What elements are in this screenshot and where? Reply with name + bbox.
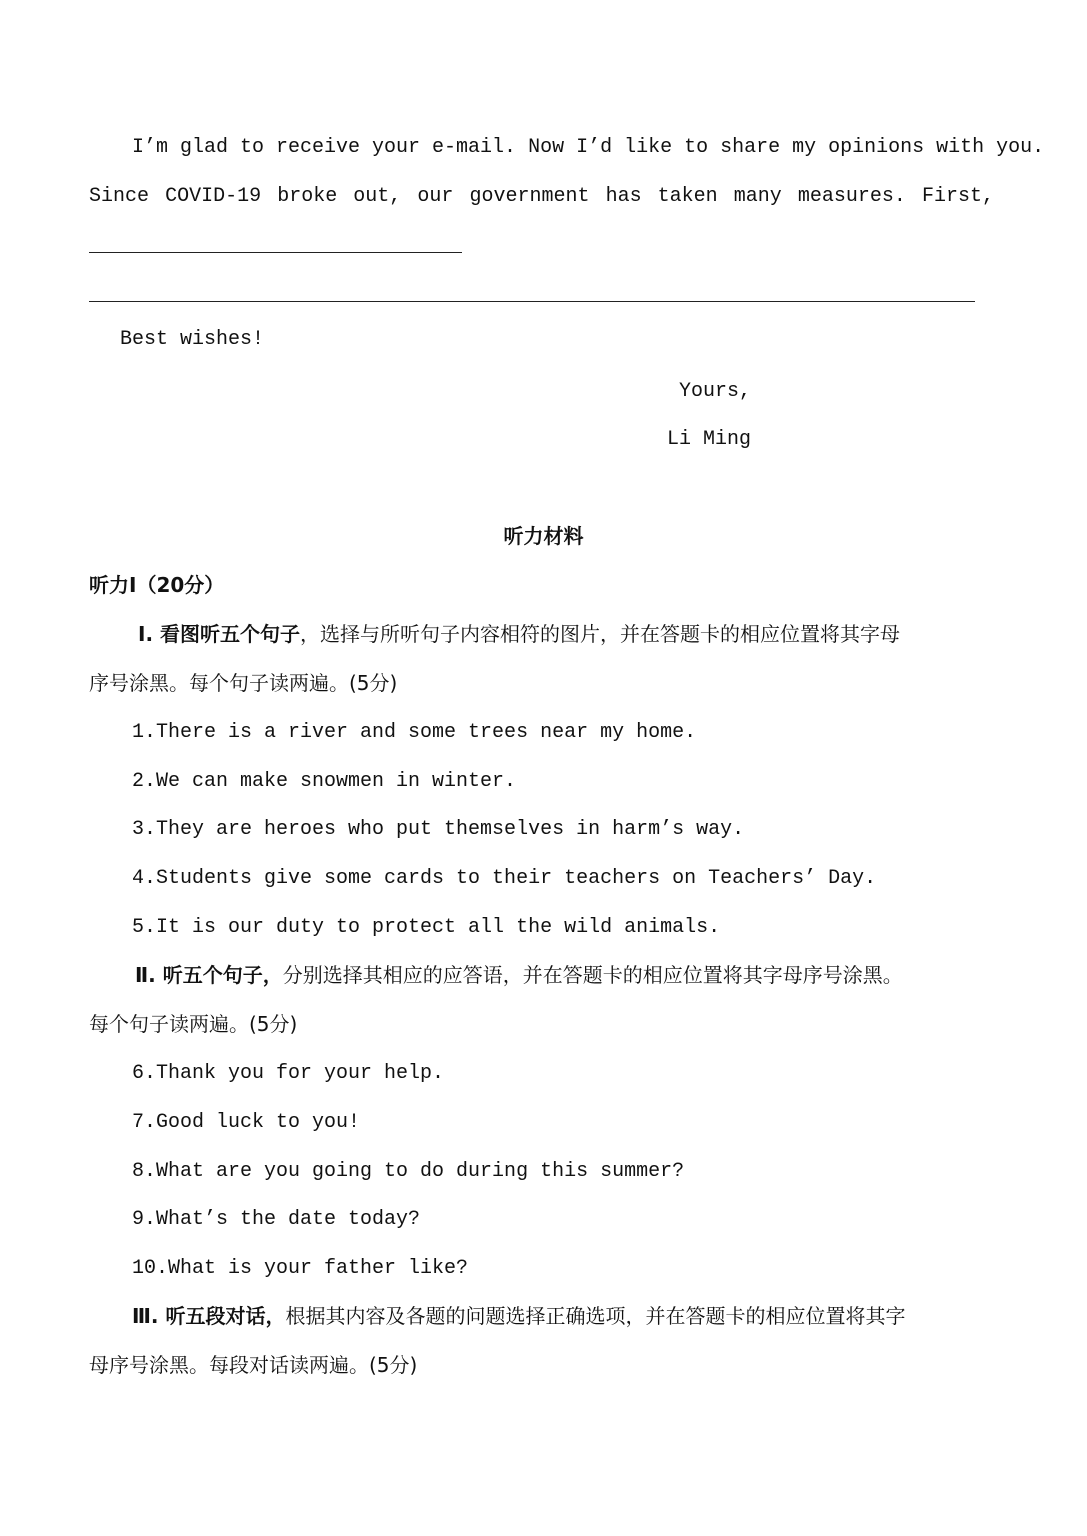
letter-closing: Best wishes! <box>120 328 265 351</box>
listening-item: 6.Thank you for your help. <box>132 1062 445 1085</box>
listening-item: 3.They are heroes who put themselves in harm’s way. <box>132 818 745 841</box>
part2-instruction-line1 <box>135 959 903 988</box>
listening-item: 8.What are you going to do during this summer? <box>132 1160 685 1183</box>
part2-label: Ⅱ. 听五个句子， <box>135 963 283 987</box>
word: measures. <box>797 185 906 208</box>
answer-blank-line-1[interactable] <box>89 252 462 253</box>
word: many <box>733 185 782 208</box>
part1-label: Ⅰ. 看图听五个句子 <box>138 622 301 646</box>
part2-instruction-text: 分别选择其相应的应答语，并在答题卡的相应位置将其字母序号涂黑。 <box>282 963 903 987</box>
word: has <box>605 185 642 208</box>
listening-item: 4.Students give some cards to their teachers on Teachers’ Day. <box>132 867 877 890</box>
word: out, <box>353 185 402 208</box>
part3-label: Ⅲ. 听五段对话， <box>132 1304 286 1328</box>
answer-blank-line-2[interactable] <box>89 301 975 302</box>
listening-item: 10.What is your father like? <box>132 1257 469 1280</box>
part2-instruction-line2: 每个句子读两遍。(5分) <box>89 1012 298 1036</box>
listening-item: 7.Good luck to you! <box>132 1111 361 1134</box>
word: broke <box>277 185 338 208</box>
part1-instruction-text: ，选择与所听句子内容相符的图片，并在答题卡的相应位置将其字母 <box>300 622 901 646</box>
part3-instruction-line2: 母序号涂黑。每段对话读两遍。(5分) <box>89 1353 418 1377</box>
listening-item: 5.It is our duty to protect all the wild animals. <box>132 916 721 939</box>
part1-instruction-line1 <box>138 618 900 647</box>
word: First, <box>921 185 994 208</box>
part1-instruction-line2: 序号涂黑。每个句子读两遍。(5分) <box>89 671 398 695</box>
listening-item: 9.What’s the date today? <box>132 1208 421 1231</box>
word: government <box>469 185 590 208</box>
listening-section-heading: 听力Ⅰ（20分） <box>89 573 225 597</box>
part3-instruction-line1 <box>132 1300 905 1329</box>
letter-signoff: Yours, <box>679 380 752 403</box>
word: Since <box>89 185 150 208</box>
word: our <box>417 185 454 208</box>
word: taken <box>657 185 718 208</box>
listening-title: 听力材料 <box>503 524 584 548</box>
part3-instruction-text: 根据其内容及各题的问题选择正确选项，并在答题卡的相应位置将其字 <box>285 1304 906 1328</box>
letter-line-2 <box>89 185 994 208</box>
listening-item: 1.There is a river and some trees near my home. <box>132 721 697 744</box>
word: COVID-19 <box>165 185 262 208</box>
letter-line-1: I’m glad to receive your e-mail. Now I’d like to share my opinions with you. <box>132 136 1045 159</box>
letter-signature: Li Ming <box>667 428 752 451</box>
listening-item: 2.We can make snowmen in winter. <box>132 770 517 793</box>
